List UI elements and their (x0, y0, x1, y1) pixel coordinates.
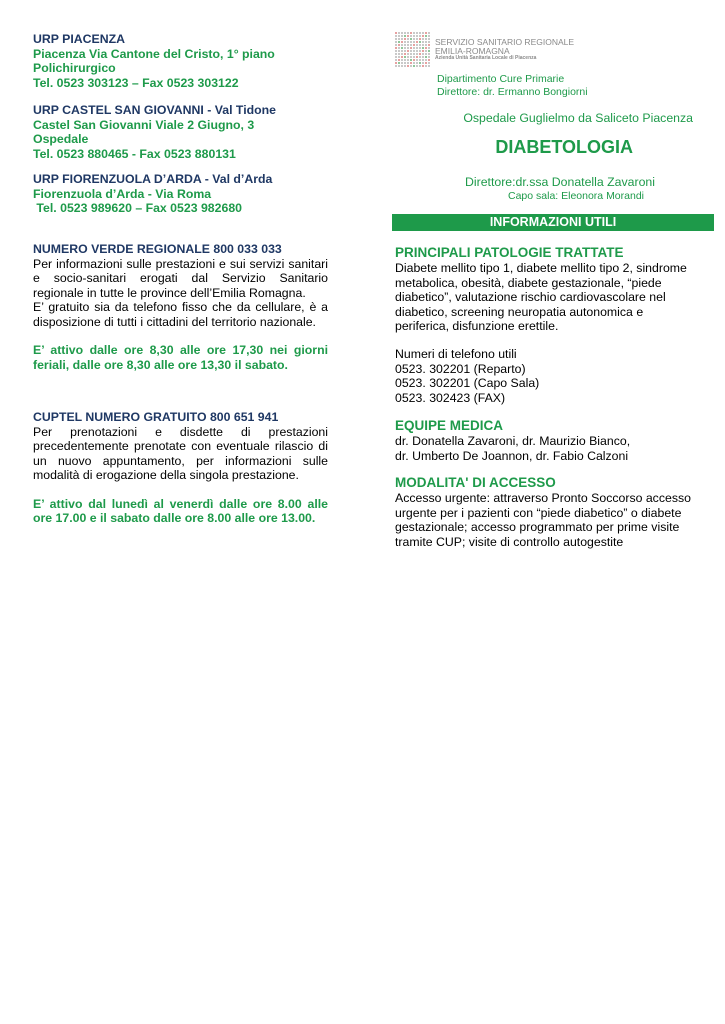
head-nurse: Capo sala: Eleonora Morandi (508, 190, 644, 202)
urp-castel-title: URP CASTEL SAN GIOVANNI - Val Tidone (33, 103, 277, 117)
urp-piacenza-phone: Tel. 0523 303123 – Fax 0523 303122 (33, 75, 239, 90)
team-title: EQUIPE MEDICA (395, 418, 504, 433)
urp-piacenza-building: Polichirurgico (33, 61, 116, 75)
access-section (395, 475, 700, 549)
cuptel-description: Per prenotazioni e disdette di prestazioni precedentemente prenotate con eventuale rilascio di un nuovo appuntamento, per informazioni sulle modalità di erogazione della singola prestazione. (33, 424, 328, 482)
numero-verde-hours: E’ attivo dalle ore 8,30 alle ore 17,30 nei giorni feriali, dalle ore 8,30 alle ore 13,30 il sabato. (33, 343, 328, 372)
urp-fiorenzuola-block (33, 172, 328, 216)
pathologies-title: PRINCIPALI PATOLOGIE TRATTATE (395, 245, 624, 260)
ssr-logo (395, 32, 695, 68)
urp-fiorenzuola-address: Fiorenzuola d’Arda - Via Roma (33, 186, 212, 201)
urp-piacenza-title: URP PIACENZA (33, 32, 126, 46)
ssr-logo-line1: SERVIZIO SANITARIO REGIONALE (435, 37, 575, 47)
numero-verde-block (33, 242, 328, 372)
cuptel-hours: E’ attivo dal lunedì al venerdì dalle ore 8.00 alle ore 17.00 e il sabato dalle ore 8.00 alle ore 13.00. (33, 496, 328, 525)
numero-verde-title: NUMERO VERDE REGIONALE 800 033 033 (33, 242, 282, 256)
ssr-logo-line3: Azienda Unità Sanitaria Locale di Piacenza (435, 55, 537, 61)
urp-piacenza-address: Piacenza Via Cantone del Cristo, 1° piano (33, 46, 275, 61)
hospital-name: Ospedale Guglielmo da Saliceto Piacenza (463, 111, 693, 125)
phones-section (395, 347, 715, 405)
cuptel-block (33, 410, 328, 526)
team-section (395, 418, 715, 463)
department-name: Dipartimento Cure Primarie (437, 73, 565, 85)
department-block (437, 73, 588, 99)
urp-piacenza-block (33, 32, 328, 90)
urp-fiorenzuola-phone: Tel. 0523 989620 – Fax 0523 982680 (33, 201, 242, 215)
pathologies-section (395, 245, 695, 334)
phone-item: 0523. 302201 (Capo Sala) (395, 376, 540, 390)
team-line: dr. Umberto De Joannon, dr. Fabio Calzoni (395, 448, 629, 463)
ssr-logo-mark-icon (395, 32, 430, 67)
numero-verde-description: Per informazioni sulle prestazioni e sui servizi sanitari e socio-sanitari erogati dal Servizio Sanitario regionale in tutte le province dell’Emilia Romagna. (33, 256, 328, 300)
phone-item: 0523. 302423 (FAX) (395, 390, 506, 405)
phones-title: Numeri di telefono utili (395, 347, 517, 361)
access-title: MODALITA' DI ACCESSO (395, 475, 556, 490)
urp-castel-address: Castel San Giovanni Viale 2 Giugno, 3 (33, 117, 255, 132)
phone-item: 0523. 302201 (Reparto) (395, 361, 526, 376)
unit-director: Direttore:dr.ssa Donatella Zavaroni (464, 175, 655, 189)
urp-castel-building: Ospedale (33, 132, 89, 146)
info-banner: INFORMAZIONI UTILI (392, 214, 714, 231)
numero-verde-free-note: E’ gratuito sia da telefono fisso che da cellulare, è a disposizione di tutti i cittadini del territorio nazionale. (33, 300, 328, 329)
department-director: Direttore: dr. Ermanno Bongiorni (437, 86, 588, 98)
urp-fiorenzuola-title: URP FIORENZUOLA D’ARDA - Val d’Arda (33, 172, 273, 186)
team-line: dr. Donatella Zavaroni, dr. Maurizio Bianco, (395, 434, 631, 448)
cuptel-title: CUPTEL NUMERO GRATUITO 800 651 941 (33, 410, 279, 424)
unit-title: DIABETOLOGIA (495, 137, 633, 157)
urp-castel-block (33, 103, 328, 161)
urp-castel-phone: Tel. 0523 880465 - Fax 0523 880131 (33, 146, 236, 161)
pathologies-body: Diabete mellito tipo 1, diabete mellito tipo 2, sindrome metabolica, obesità, diabete gestazionale, “piede diabetico”, valutazione rischio cardiovascolare nel diabetico, screening neuropatia autonomica e periferica, disfunzione erettile. (395, 261, 687, 333)
ssr-logo-line2: EMILIA-ROMAGNA (435, 45, 510, 56)
access-body: Accesso urgente: attraverso Pronto Soccorso accesso urgente per i pazienti con “piede diabetico” o diabete gestazionale; accesso programmato per prime visite tramite CUP; visite di controllo autogestite (395, 491, 691, 549)
